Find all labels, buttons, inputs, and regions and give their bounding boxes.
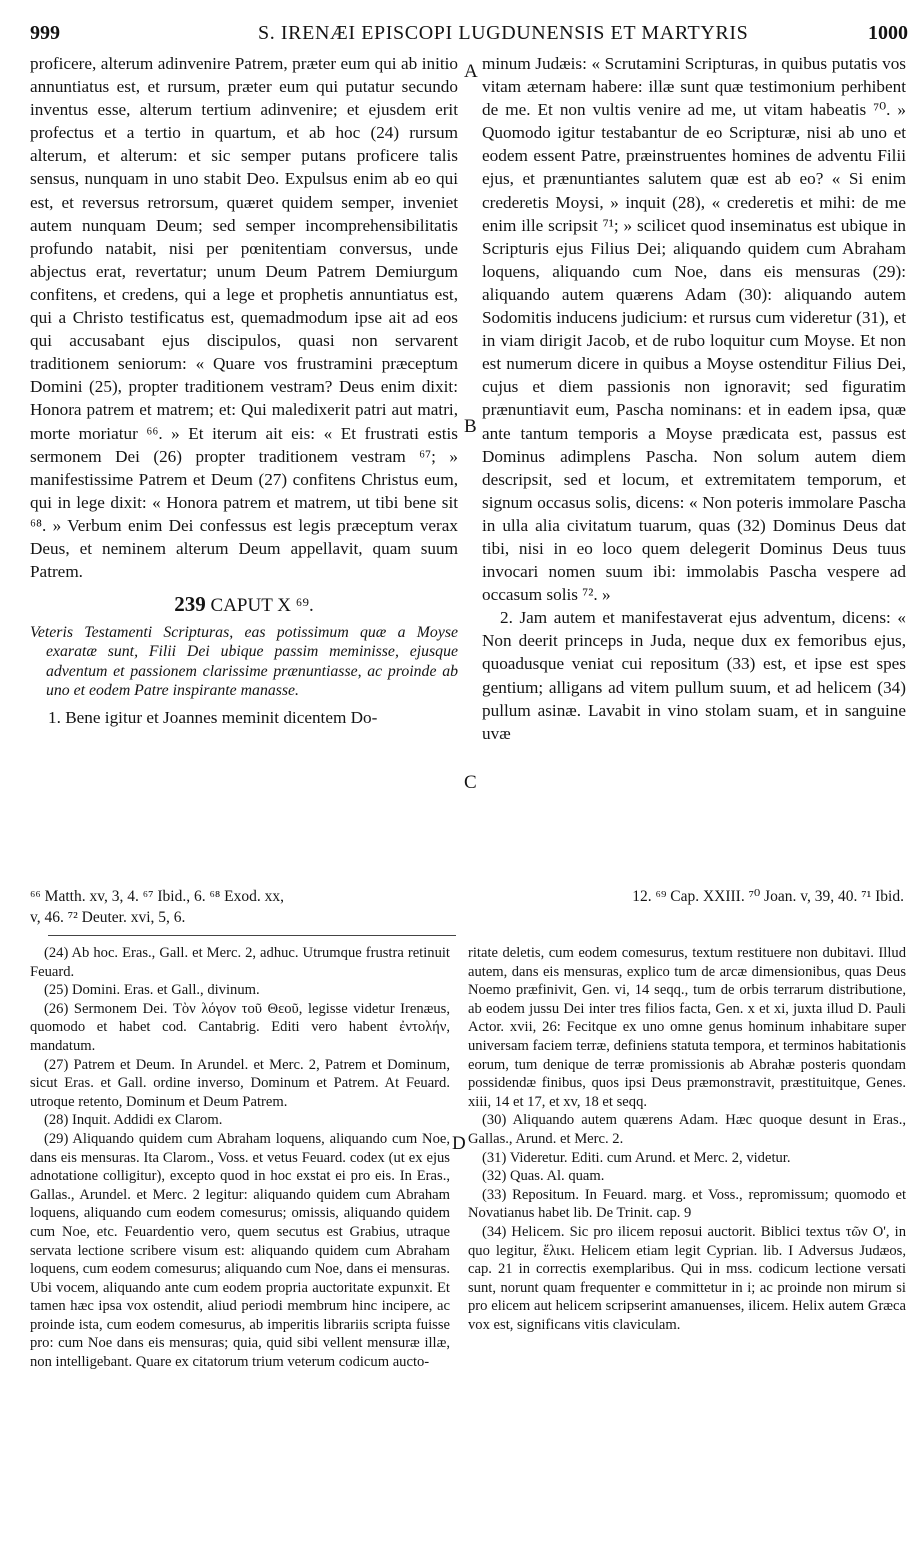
right-paragraph: minum Judæis: « Scrutamini Scripturas, in quibus putatis vos vitam æternam habere: illæ sunt quæ testimonium perhibent de me. Et non vultis venire ad me, ut vitam habeatis ⁷⁰. » Quomodo igitur testabantur de eo Scripturæ, nisi ab uno et eodem essent Patre, præinstruentes homines de adventu Filii ejus, et prænuntiantes salutem quæ est ab eo? « Si enim crederetis Moysi, » inquit (28), « crederetis et mihi: de me enim ille scripsit ⁷¹; » scilicet quod inseminatus est ubique in Scripturis ejus Filius Dei; aliquando quidem cum Abraham loquens, aliquando cum Noe, dans eis mensuras (29): aliquando autem quærens Adam (30): aliquando autem Sodomitis inducens judicium: et rursus cum videretur (31), et in viam dirigit Jacob, et de rubo loquitur cum Moyse. Et non est numerum dicere in quibus a Moyse ostenditur Filius Dei, cujus et diem passionis non ignoravit; sed figuratim prænuntiavit eum, Pascha nominans: et in eadem ipsa, quæ ante tantum temporis a Moyse prædicata est, passus est Dominus adimplens Pascha. Non solum autem diem descripsit, sed et locum, et extremitatem temporum, et signum occasus solis, dicens: « Non poteris immolare Pascha in ulla alia civitatum tuarum, quas (32) Dominus Deus dat tibi, nisi in eo loco quem delegerit Dominus Deus tuus invocari nomen suum ibi: immolabis Pascha vespere ad occasum solis ⁷². »: [482, 54, 906, 605]
right-text-column: [482, 52, 906, 745]
page-number-right: 1000: [868, 22, 908, 44]
chapter-marginal-number: 239: [174, 592, 206, 617]
reference-line-1a: ⁶⁶ Matth. xv, 3, 4. ⁶⁷ Ibid., 6. ⁶⁸ Exod. xx,: [30, 888, 285, 905]
left-text-column: [30, 52, 458, 729]
commentary-note: (29) Aliquando quidem cum Abraham loquens, aliquando cum Noe, dans eis mensuras. Ita Clarom., Voss. et vetus Feuard. codex (ut ex ejus adnotatione colligitur), excepto quod in hoc exstat ei pro eis. In Eras., Gallas., Arundel. et Merc. 2 legitur: aliquando quidem cum Abraham loquens, aliquando cum eodem comesurus; omissis, aliquando quidem cum Noe, etc. Feuardentio vero, quem secutus est Grabius, utraque servata lectione scribere visum est: aliquando quidem cum Abraham loquens, cum eodem comesurus; aliquando cum Noe, dans ei mensuras. Ubi vocem, aliquando ante cum eodem propria auctoritate expunxit. Et tamen hæc ipsa vox ostendit, aliud periodi membrum hinc incipere, ac proinde ista, cum eodem comesurus, ab imperitis librariis scripta fuisse pro: cum Noe dans eis mensuras; quia, quid sibi vellent mensuræ illæ, non intelligebant. Quare ex citatorum trium veterum codicum aucto-: [30, 1130, 450, 1371]
reference-line-2: v, 46. ⁷² Deuter. xvi, 5, 6.: [30, 909, 186, 926]
commentary-note: (32) Quas. Al. quam.: [482, 1168, 605, 1185]
commentary-note: (27) Patrem et Deum. In Arundel. et Merc. 2, Patrem et Dominum, sicut Eras. et Gall. ordine inverso, Dominum et Patrem. At Feuard. utroque retento, Dominum et Deum Patrem.: [30, 1056, 450, 1110]
left-paragraph-2: 1. Bene igitur et Joannes meminit dicentem Do-: [48, 708, 378, 728]
commentary-note: (28) Inquit. Addidi ex Clarom.: [44, 1112, 223, 1129]
commentary-note: (31) Videretur. Editi. cum Arund. et Merc. 2, videtur.: [482, 1149, 791, 1166]
divider-rule: [48, 935, 456, 936]
margin-letter-a: A: [464, 61, 478, 82]
running-title: S. IRENÆI EPISCOPI LUGDUNENSIS ET MARTYRIS: [258, 22, 749, 44]
chapter-title: CAPUT X ⁶⁹.: [210, 595, 314, 617]
commentary-note: (34) Helicem. Sic pro ilicem reposui auctorit. Biblici textus τῶν O', in quo legitur, ἕλικι. Helicem etiam legit Cyprian. lib. I Adversus Judæos, cap. 21 in correctis exemplaribus. Qui in mss. codicum lectione versati sunt, norunt quam frequenter e committetur in i; ac proinde non mirum si pro elicem aut helicem scripserint amanuenses, ilicem. Helix autem Græca vox est, significans vitis claviculam.: [468, 1223, 906, 1333]
reference-line-1b: 12. ⁶⁹ Cap. XXIII. ⁷⁰ Joan. v, 39, 40. ⁷¹ Ibid.: [632, 888, 904, 905]
margin-letter-b: B: [464, 416, 477, 437]
scripture-references: [30, 886, 904, 928]
right-paragraph-2: 2. Jam autem et manifestaverat ejus adventum, dicens: « Non deerit princeps in Juda, neque dux ex femoribus ejus, quoadusque veniat cui repositum (33) est, et ipse est spes gentium; alligans ad vitem pullum suum, et ad helicem (34) pullum asinæ. Lavabit in vino stolam suam, et in sanguine uvæ: [482, 608, 906, 743]
margin-letter-d: D: [452, 1133, 466, 1154]
chapter-summary: Veteris Testamenti Scripturas, eas potissimum quæ a Moyse exaratæ sunt, Filii Dei ubique passim meminisse, ejusque adventum et passionem clarissime prænuntiasse, ac proinde ab uno et eodem Patre inspirante manasse.: [30, 624, 458, 699]
chapter-heading: [30, 593, 458, 617]
commentary-note: (26) Sermonem Dei. Τὸν λόγον τοῦ Θεοῦ, legisse videtur Irenæus, quomodo et habet cod. Cantabrig. Editi vero habent ἐντολήν, mandatum.: [30, 1000, 450, 1054]
commentary-note: (24) Ab hoc. Eras., Gall. et Merc. 2, adhuc. Utrumque frustra retinuit Feuard.: [30, 945, 450, 980]
margin-letter-c: C: [464, 772, 477, 793]
running-head: [30, 22, 908, 52]
commentary-note: (25) Domini. Eras. et Gall., divinum.: [44, 982, 260, 999]
commentary-right-column: [468, 944, 906, 1334]
commentary-note: ritate deletis, cum eodem comesurus, textum restituere non dubitavi. Illud autem, dans eis mensuras, explico tum de arcæ dimensionibus, quas Deus Noemo præfinivit, Gen. vi, 14 seqq., tum de orbis terrarum distributione, ab eodem jussu Dei inter tres filios facta, Gen. x et xi, juxta illud D. Pauli Actor. xvii, 26: Fecitque ex uno omne genus hominum inhabitare super universam faciem terræ, definiens statuta tempora, et terminos habitationis eorum, tum denique de terræ promissionis ab Abrahæ posteris quondam possidendæ finibus, quos ipsi Deus præmonstravit, præstituitque, Genes. xiii, 14 et 17, et xv, 18 et seqq.: [468, 945, 906, 1110]
commentary-note: (33) Repositum. In Feuard. marg. et Voss., repromissum; quomodo et Novatianus habet lib. De Trinit. cap. 9: [468, 1186, 906, 1222]
left-paragraph: proficere, alterum adinvenire Patrem, præter eum qui ab initio annuntiatus est, et rursum, præter eum qui putatur secundo inventus esse, alterum tertium adinvenire; et ejusdem erit profectus et a tertio in quartum, et ab hoc (24) rursum alterum, et alterum: et sic semper putans proficere talis sensus, nunquam in uno stabit Deo. Expulsus enim ab eo qui est, et reversus retrorsum, quæret quidem semper, inveniet autem nunquam Deum; sed semper incomprehensibilitatis profundo natabit, nisi per pœnitentiam conversus, unde abjectus erat, revertatur; unum Deum Patrem Demiurgum confitens, et credens, qui a lege et prophetis annuntiatus est, qui a Christo testificatus est, quemadmodum ipse ait ad eos qui accusabant ejus discipulos, quasi non servarent traditionem seniorum: « Quare vos frustramini præceptum Domini (25), propter traditionem vestram? Deus enim dixit: Honora patrem et matrem; et: Qui maledixerit patri aut matri, morte moriatur ⁶⁶. » Et iterum ait eis: « Et frustrati estis sermonem Dei (26) propter traditionem vestram ⁶⁷; » manifestissime Patrem et Deum (27) confitens Christus eum, qui in lege dixit: « Honora patrem et matrem, ut tibi bene sit ⁶⁸. » Verbum enim Dei confessus est legis præceptum verax Deus, et neminem alterum Deum appellavit, quam suum Patrem.: [30, 54, 458, 582]
commentary-note: (30) Aliquando autem quærens Adam. Hæc quoque desunt in Eras., Gallas., Arund. et Merc. 2.: [468, 1112, 906, 1147]
commentary-left-column: [30, 944, 450, 1372]
page-number-left: 999: [30, 22, 60, 44]
